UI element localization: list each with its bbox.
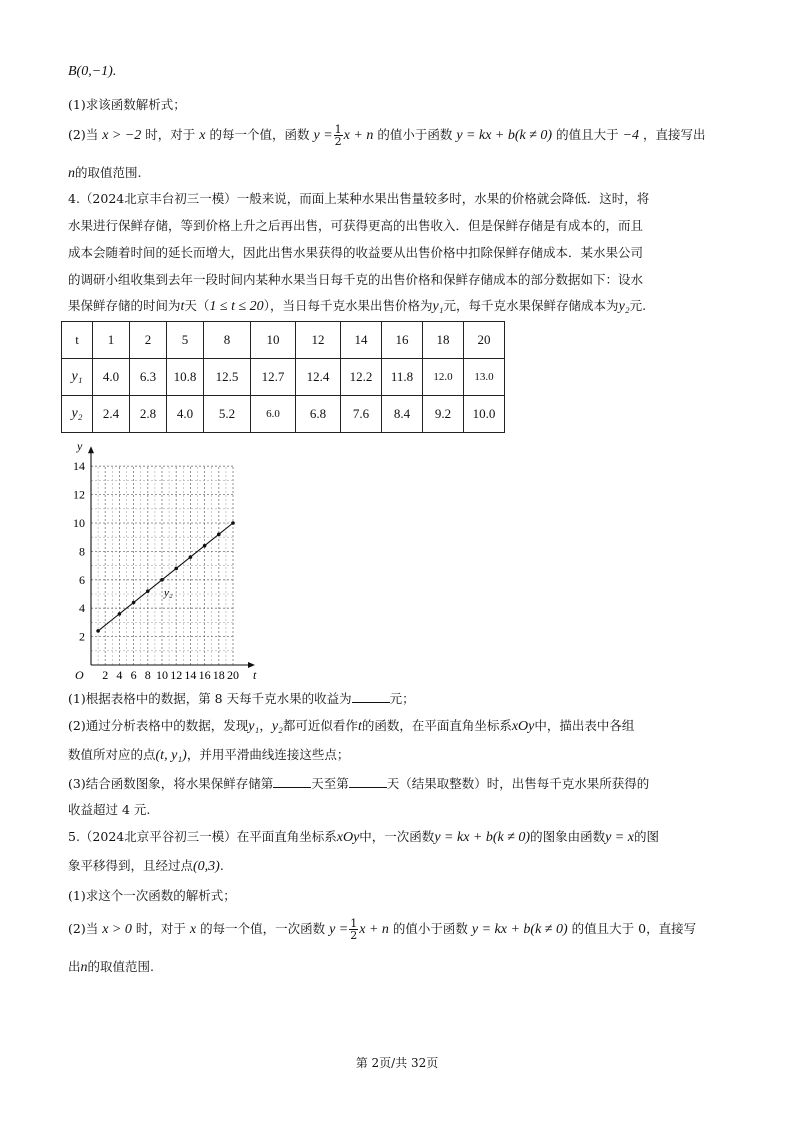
x-tick-label: 18: [212, 668, 225, 680]
table-cell: 12.4: [296, 359, 341, 396]
data-point: [203, 544, 207, 548]
y-tick-label: 12: [73, 487, 85, 502]
x-tick-label: 14: [184, 668, 197, 680]
p4-line5: 果保鲜存储的时间为t天（1 ≤ t ≤ 20），当日每千克水果出售价格为y₁元，每千克水果保鲜存储成本为y₂元.: [68, 298, 647, 314]
condition: x > −2: [102, 128, 142, 143]
table-cell: 11.8: [382, 359, 423, 396]
fraction: $\frac{1}{2}$: [350, 917, 358, 942]
x-axis-label: t: [253, 668, 257, 680]
p4-line2: 水果进行保鲜存储，等到价格上升之后再出售，可获得更高的出售收入．但是保鲜存储是有成本的，而且: [68, 218, 644, 233]
y-tick-label: 10: [73, 516, 85, 530]
answer-blank: [273, 775, 311, 788]
table-cell: 4.0: [93, 359, 130, 396]
x-tick-label: 20: [227, 668, 239, 680]
table-cell: 9.2: [423, 396, 464, 433]
table-cell: 2: [130, 322, 167, 359]
p4-q3-line2: 收益超过 4 元.: [68, 802, 151, 817]
table-cell: 6.3: [130, 359, 167, 396]
y-tick-label: 4: [79, 601, 85, 616]
table-row-t: [62, 322, 505, 359]
table-cell: y₂: [62, 396, 93, 433]
p4-line4: 的调研小组收集到去年一段时间内某种水果当日每千克的出售价格和保鲜存储成本的部分数据如下：设水: [68, 272, 644, 287]
top-q1: (1)求该函数解析式；: [68, 97, 186, 112]
point-b: B(0,−1).: [68, 64, 117, 79]
fraction: $\frac{1}{2}$: [334, 123, 342, 148]
y-tick-label: 8: [79, 544, 85, 559]
table-cell: 1: [93, 322, 130, 359]
x-tick-label: 16: [198, 668, 211, 680]
table-cell: 12: [296, 322, 341, 359]
table-cell: 13.0: [464, 359, 505, 396]
table-cell: 8.4: [382, 396, 423, 433]
y-tick-label: 6: [79, 572, 85, 587]
table-cell: 5: [167, 322, 204, 359]
answer-blank: [349, 775, 387, 788]
top-q2-line1: (2)当 x > −2 时，对于 x 的每一个值，函数 y = $\frac{1}{2}$ x + n 的值小于函数 y = kx + b(k ≠ 0) 的值且大于 −4 ，直接写出: [68, 123, 706, 148]
table-cell: y₁: [62, 359, 93, 396]
coordinate-chart: [60, 432, 400, 680]
p5-q2-line2: 出n的取值范围.: [68, 959, 154, 975]
series-annotation: y₂: [164, 586, 173, 599]
p4-line1: 4.（2024北京丰台初三一模）一般来说，而面上某种水果出售量较多时，水果的价格就会降低．这时，将: [68, 191, 650, 206]
table-cell: 20: [464, 322, 505, 359]
answer-blank: [352, 690, 390, 703]
table-cell: t: [62, 322, 93, 359]
table-row-y2: [62, 396, 505, 433]
y-tick-label: 14: [73, 459, 85, 474]
p5-q1: (1)求这个一次函数的解析式；: [68, 888, 236, 903]
table-cell: 10.0: [464, 396, 505, 433]
x-tick-label: 2: [102, 668, 109, 680]
table-cell: 12.5: [204, 359, 251, 396]
y-axis-label: y: [77, 439, 83, 454]
x-tick-label: 12: [170, 668, 183, 680]
p5-line1: 5.（2024北京平谷初三一模）在平面直角坐标系xOy中，一次函数y = kx + b(k ≠ 0)的图象由函数y = x的图: [68, 829, 659, 845]
x-tick-label: 8: [144, 668, 151, 680]
table-cell: 6.8: [296, 396, 341, 433]
data-point: [160, 578, 164, 582]
table-cell: 18: [423, 322, 464, 359]
x-tick-label: 6: [130, 668, 137, 680]
page-footer: 第 2页/共 32页: [355, 1056, 439, 1070]
table-cell: 10.8: [167, 359, 204, 396]
table-cell: 10: [251, 322, 296, 359]
table-cell: 12.7: [251, 359, 296, 396]
table-cell: 7.6: [341, 396, 382, 433]
p4-q3-line1: (3)结合函数图象，将水果保鲜存储第 天至第 天（结果取整数）时，出售每千克水果所获得的: [68, 776, 650, 791]
point-b-line: [68, 63, 116, 80]
origin-label: O: [75, 668, 84, 680]
table-cell: 12.2: [341, 359, 382, 396]
table-cell: 16: [382, 322, 423, 359]
table-cell: 5.2: [204, 396, 251, 433]
table-cell: 14: [341, 322, 382, 359]
table-cell: 8: [204, 322, 251, 359]
p5-q2-line1: (2)当 x > 0 时，对于 x 的每一个值，一次函数 y = $\frac{1}{2}$ x + n 的值小于函数 y = kx + b(k ≠ 0) 的值且大于 0，直接写: [68, 917, 697, 942]
p4-q2-line1: (2)通过分析表格中的数据，发现y₁，y₂都可近似看作t的函数，在平面直角坐标系xOy中，描出表中各组: [68, 718, 635, 734]
data-point: [146, 589, 150, 593]
table-cell: 2.4: [93, 396, 130, 433]
x-tick-label: 4: [116, 668, 123, 680]
p4-q1: (1)根据表格中的数据，第 8 天每千克水果的收益为 元；: [68, 691, 415, 706]
data-point: [174, 567, 178, 571]
table-cell: 2.8: [130, 396, 167, 433]
table-cell: 4.0: [167, 396, 204, 433]
data-point: [96, 629, 100, 633]
table-row-y1: [62, 359, 505, 396]
top-q2-line2: n的取值范围.: [68, 165, 142, 181]
data-point: [132, 601, 136, 605]
x-tick-label: 10: [156, 668, 168, 680]
y-axis-arrow: [88, 446, 94, 453]
data-table: [61, 321, 505, 433]
data-point: [217, 533, 221, 537]
p4-q2-line2: 数值所对应的点(t, y₁)，并用平滑曲线连接这些点；: [68, 747, 350, 763]
y-tick-label: 2: [79, 629, 85, 644]
data-point: [189, 555, 193, 559]
data-point: [118, 612, 122, 616]
p4-line3: 成本会随着时间的延长而增大，因此出售水果获得的收益要从出售价格中扣除保鲜存储成本．某水果公司: [68, 245, 644, 260]
table-cell: 6.0: [251, 396, 296, 433]
data-point: [231, 521, 235, 525]
p5-line2: 象平移得到，且经过点(0,3).: [68, 858, 224, 874]
table-cell: 12.0: [423, 359, 464, 396]
